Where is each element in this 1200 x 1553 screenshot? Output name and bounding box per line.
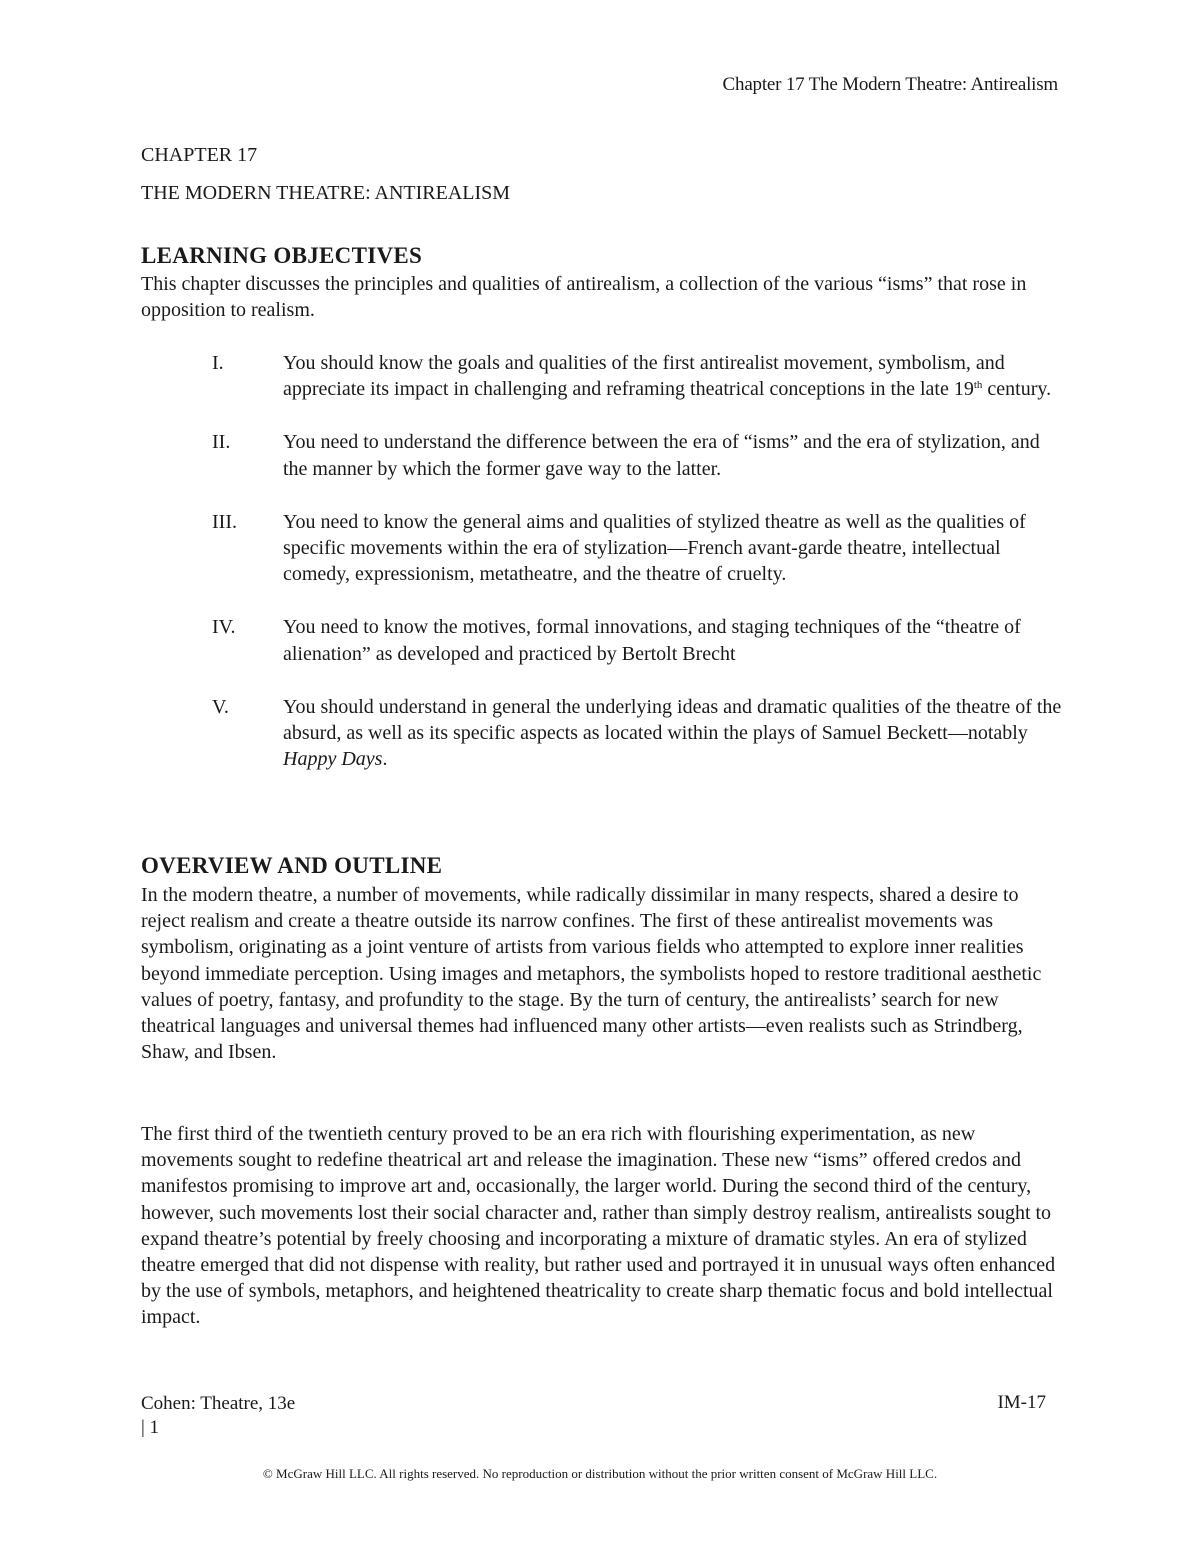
objective-item (141, 429, 1061, 481)
objectives-list (141, 350, 1061, 799)
objective-numeral: III. (212, 510, 237, 533)
ordinal-superscript: th (973, 379, 983, 392)
chapter-title: THE MODERN THEATRE: ANTIREALISM (141, 182, 511, 204)
overview-paragraph-1: In the modern theatre, a number of movements, while radically dissimilar in many respects, shared a desire to reject realism and create a theatre outside its narrow confines. The first of these antirealist movements was symbolism, originating as a joint venture of artists from various fields who attempted to explore inner realities beyond immediate perception. Using images and metaphors, the symbolists hoped to restore traditional aesthetic values of poetry, fantasy, and profundity to the stage. By the turn of century, the antirealists’ search for new theatrical languages and universal themes had influenced many other artists—even realists such as Strindberg, Shaw, and Ibsen. (141, 884, 1042, 1064)
learning-objectives-intro: This chapter discusses the principles and qualities of antirealism, a collection of the various “isms” that rose in opposition to realism. (141, 273, 1027, 322)
objective-numeral: II. (212, 431, 231, 454)
objective-numeral: IV. (212, 616, 236, 639)
objective-numeral: I. (212, 352, 224, 374)
objective-text: You should know the goals and qualities of the first antirealist movement, symbolism, and appreciate its impact in challenging and reframing theatrical conceptions in the late 19th century. (283, 352, 1052, 401)
running-header: Chapter 17 The Modern Theatre: Antirealism (722, 74, 1058, 95)
objective-text: You should understand in general the underlying ideas and dramatic qualities of the theatre of the absurd, as well as its specific aspects as located within the plays of Samuel Beckett—notably Happy Days. (283, 695, 1062, 771)
copyright-notice: © McGraw Hill LLC. All rights reserved. No reproduction or distribution without the prior written consent of McGraw Hill LLC. (262, 1466, 938, 1481)
overview-heading: OVERVIEW AND OUTLINE (141, 853, 443, 878)
play-title: Happy Days (283, 748, 383, 771)
footer-book-title: Cohen: Theatre, 13e (141, 1393, 296, 1414)
chapter-label: CHAPTER 17 (141, 144, 258, 166)
objective-item (141, 350, 1061, 402)
objective-item (141, 694, 1061, 773)
objective-text: You need to know the general aims and qualities of stylized theatre as well as the qualities of specific movements within the era of stylization—French avant-garde theatre, intellectual comedy, expressionism, metatheatre, and the theatre of cruelty. (283, 510, 1026, 586)
objective-item (141, 509, 1061, 588)
footer-left (141, 1392, 295, 1440)
overview-paragraph-2: The first third of the twentieth century proved to be an era rich with flourishing experimentation, as new movements sought to redefine theatrical art and release the imagination. These new “isms” offered credos and manifestos promising to improve art and, occasionally, the larger world. During the second third of the century, however, such movements lost their social character and, rather than simply destroy realism, antirealists sought to expand theatre’s potential by freely choosing and incorporating a mixture of dramatic styles. An era of stylized theatre emerged that did not dispense with reality, but rather used and portrayed it in unusual ways often enhanced by the use of symbols, metaphors, and heightened theatricality to create sharp thematic focus and bold intellectual impact. (141, 1123, 1056, 1329)
objective-numeral: V. (212, 695, 229, 718)
footer-code: IM-17 (997, 1392, 1046, 1413)
objective-text: You need to understand the difference between the era of “isms” and the era of stylization, and the manner by which the former gave way to the latter. (283, 431, 1040, 480)
footer-page-number: | 1 (141, 1417, 160, 1438)
objective-item (141, 614, 1061, 666)
objective-text: You need to know the motives, formal innovations, and staging techniques of the “theatre of alienation” as developed and practiced by Bertolt Brecht (283, 616, 1021, 665)
learning-objectives-heading: LEARNING OBJECTIVES (141, 243, 423, 268)
